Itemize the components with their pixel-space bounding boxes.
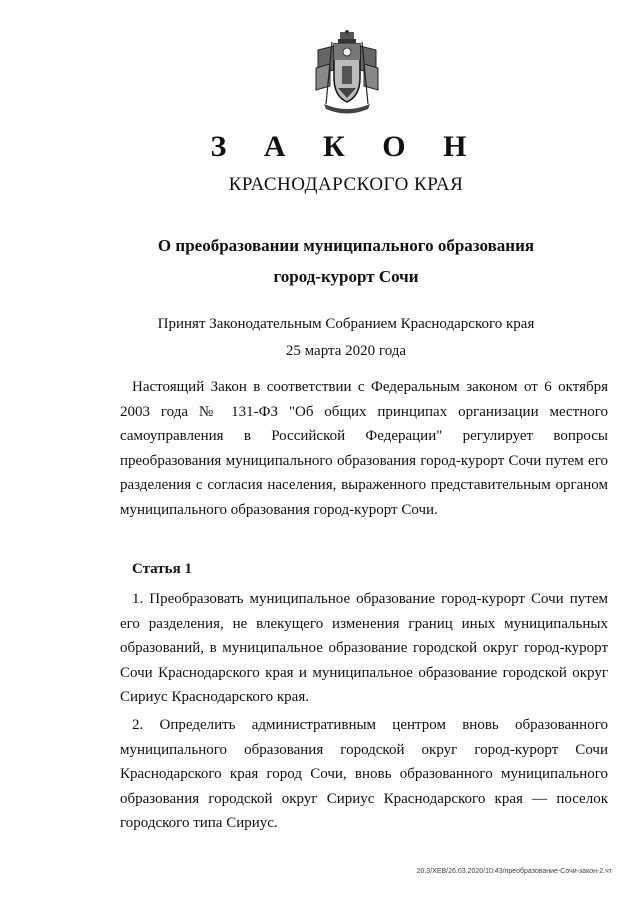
coat-of-arms-icon [312, 30, 382, 114]
file-reference-footer: 20.3/ХЕВ/26.03.2020/10:43/преобразование-Сочи-закон-2.чт [416, 868, 612, 875]
adoption-body: Принят Законодательным Собранием Краснодарского края [157, 316, 535, 332]
adoption-date: 25 марта 2020 года [285, 343, 407, 359]
law-name [0, 230, 640, 292]
document-subtitle: КРАСНОДАРСКОГО КРАЯ [228, 174, 464, 195]
law-name-line-1: О преобразовании муниципального образования [157, 236, 535, 255]
article-1-point-2: 2. Определить административным центром вновь образованного муниципального образования городской округ город-курорт Сочи Краснодарского края город Сочи, вновь образованного муниципального образования городской округ Сириус Краснодарского края — поселок городского типа Сириус. [120, 717, 608, 832]
preamble-paragraph: Настоящий Закон в соответствии с Федеральным законом от 6 октября 2003 года № 131-ФЗ "Об общих принципах организации местного самоуправления в Российской Федерации" регулирует вопросы преобразования муниципального образования город-курорт Сочи путем его разделения с согласия населения, выраженного представительным органом муниципального образования город-курорт Сочи. [120, 379, 608, 518]
article-1-heading: Статья 1 [132, 561, 192, 577]
document-title: З А К О Н [210, 130, 482, 163]
article-1-point-1: 1. Преобразовать муниципальное образование город-курорт Сочи путем его разделения, не влекущего изменения границ иных муниципальных образований, в муниципальное образование городской округ город-курорт Сочи Краснодарского края и муниципальное образование городской округ Сириус Краснодарского края. [120, 591, 608, 706]
adoption-info [0, 311, 640, 365]
law-name-line-2: город-курорт Сочи [273, 267, 419, 286]
